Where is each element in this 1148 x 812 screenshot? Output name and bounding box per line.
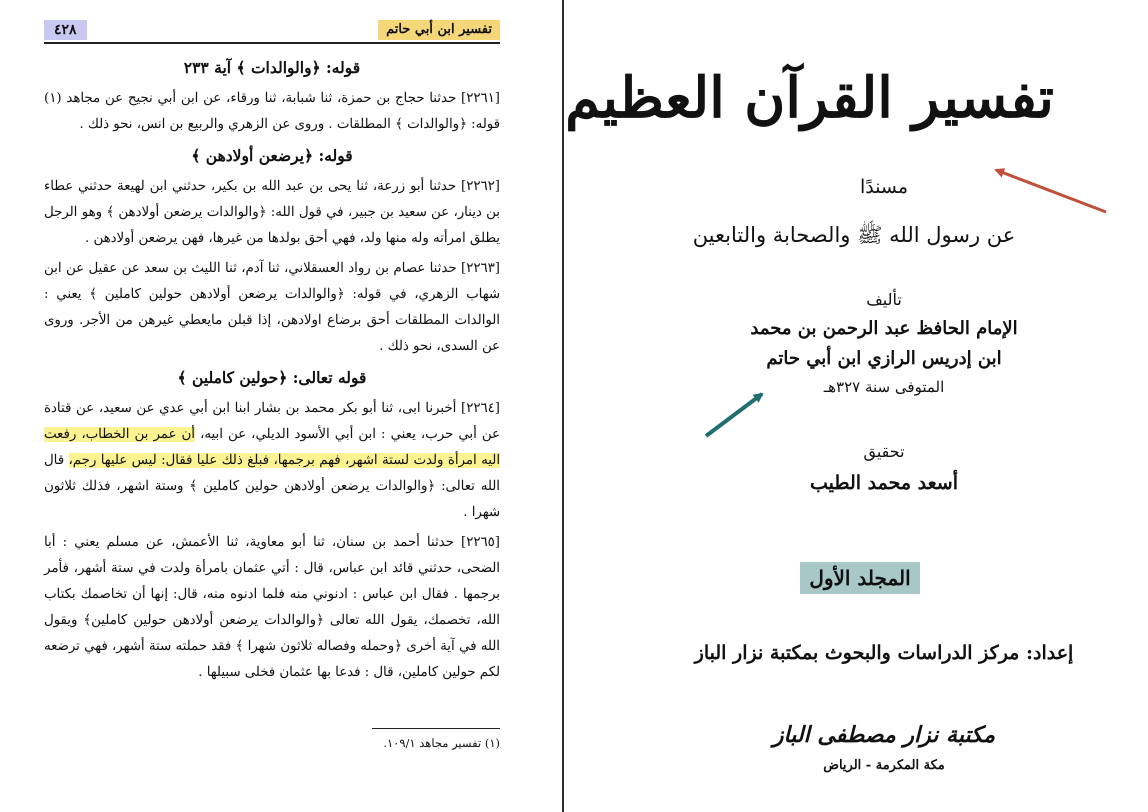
hadith-2263: [٢٢٦٣] حدثنا عصام بن رواد العسقلاني، ثنا آدم، ثنا الليث بن سعد عن عقيل عن ابن شهاب الزهري، في قوله: ﴿والوالدات يرضعن أولادهن حولين كاملين ﴾ يعني : الوالدات المطلقات أحق برضاع اولادهن، إذا قبلن مايعطي غيرهن من الأجر. وروى عن السدى، نحو ذلك . (44, 261, 500, 354)
hadith-2264 (44, 396, 500, 526)
title-page (564, 0, 1148, 812)
page-number: ٤٢٨ (44, 20, 87, 40)
left-page (0, 0, 562, 812)
body-text (44, 52, 500, 690)
volume-label: المجلد الأول (800, 562, 920, 594)
hadith-2262: [٢٢٦٢] حدثنا أبو زرعة، ثنا يحى بن عبد الله بن بكير، حدثني ابن لهيعة حدثني عطاء بن دينار، عن سعيد بن جبير، في قول الله: ﴿والوالدات يرضعن أولادهن ﴾ وهو الرجل يطلق امرأته وله منها ولد، فهي أحق بولدها من غيرها، فهن يرضعن أولادهن . (44, 179, 500, 246)
book-subtitle: عن رسول الله ﷺ والصحابة والتابعين (692, 223, 1016, 247)
hadith-2265: [٢٢٦٥] حدثنا أحمد بن سنان، ثنا أبو معاوية، ثنا الأعمش، عن مسلم يعني : أبا الضحى، حدثني قائد ابن عباس، قال : أتي عثمان بامرأة ولدت في ستة أشهر، فأمر برجمها . فقال ابن عباس : ادنوني منه فلما ادنوه منه، قال: إنها أن تخاصمك بكتاب الله، تخصمك، يقول الله تعالى ﴿والوالدات يرضعن أولادهن حولين كاملين﴾ ويقول الله في آية أخرى ﴿وحمله وفصاله ثلاثون شهرا ﴾ فقد حملته ستة أشهر، فهي ترضعه لكم حولين كاملين، قال : فدعا بها عثمان فخلى سبيلها . (44, 535, 500, 680)
hadith-2261: [٢٢٦١] حدثنا حجاج بن حمزة، ثنا شبابة، ثنا ورقاء، عن ابن أبي نجيح عن مجاهد (١) قوله: ﴿والوالدات ﴾ المطلقات . وروى عن الزهري والربيع بن انس، نحو ذلك . (44, 91, 500, 132)
header-rule (44, 42, 500, 44)
highlighted-text: أن عمر بن الخطاب، رفعت اليه امرأة ولدت لستة اشهر، فهم برجمها، فبلغ ذلك عليا فقال: ليس عليها رجم، (44, 427, 501, 468)
section-heading-3: قوله تعالى: ﴿حولين كاملين ﴾ (177, 368, 367, 387)
book-title: تفسير القرآن العظيم (565, 65, 1054, 131)
footnote-rule (372, 728, 500, 729)
author-line-1: الإمام الحافظ عبد الرحمن بن محمد (750, 318, 1018, 339)
section-heading-1: قوله: ﴿والوالدات ﴾ آية ٢٣٣ (183, 58, 361, 77)
musnad-label: مسندًا (859, 176, 909, 198)
death-date: المتوفى سنة ٣٢٧هـ (823, 378, 945, 396)
publisher-name: مكتبة نزار مصطفى الباز (772, 722, 996, 748)
hadith-2264-start: [٢٢٦٤] أخبرنا ابى، ثنا أبو بكر محمد بن بشار ابنا ابن أبي عدي عن سعيد، عن قتادة عن أبي حرب، يعني : ابن أبي الأسود الديلي، عن ابيه، (44, 401, 500, 442)
editing-label: تحقيق (863, 442, 905, 461)
hadith-2264-end: قال الله تعالى: ﴿والوالدات يرضعن أولادهن حولين كاملين ﴾ وستة اشهر، فذلك ثلاثون شهرا . (44, 453, 500, 520)
authorship-label: تأليف (866, 290, 902, 309)
editor-name: أسعد محمد الطيب (809, 472, 958, 494)
running-title: تفسير ابن أبي حاتم (378, 20, 500, 40)
section-heading-2: قوله: ﴿يرضعن أولادهن ﴾ (191, 146, 353, 165)
page-header (44, 20, 500, 42)
author-line-2: ابن إدريس الرازي ابن أبي حاتم (766, 348, 1002, 369)
footnote: (١) تفسير مجاهد ١٠٩/١. (383, 736, 500, 750)
publisher-city: مكة المكرمة - الرياض (823, 758, 945, 773)
prepared-by: إعداد: مركز الدراسات والبحوث بمكتبة نزار الباز (694, 642, 1074, 664)
